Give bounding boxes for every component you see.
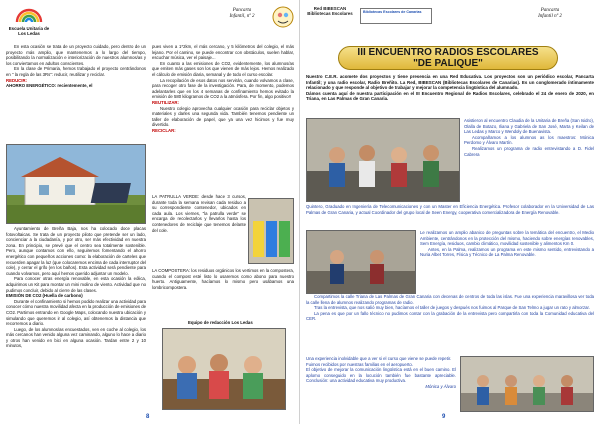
paragraph: Le realizamos un amplio abanico de preguntas sobre la temática del encuentro, el Medio Ambiente, centrándonos en la protección del mismo, haciendo sobre energías renovables, Sem Energía, residuos, cambio climático, movilidad sostenible y alimentos Km 0. bbox=[420, 230, 594, 247]
subheading-ahorro: AHORRO ENERGÉTICO: recientemente, el bbox=[6, 83, 93, 89]
paragraph: El objetivo de mejorar la comunicación lingüística está en el buen camino. El aplomo conseguido en la locución también fue bastante apreciable. Conclusión: una actividad educativa muy productiva. bbox=[306, 367, 456, 384]
paragraph: Para conocer otras energía renovable, en esta ocasión la eólica, adquirimos un Kit para montar un mini molino de viento. Actividad que no pudimos concluir, debido al cierre de las clases. bbox=[6, 276, 146, 293]
title-line-1: Pancarta bbox=[540, 8, 560, 13]
banner-line-2: "DE PALIQUE" bbox=[413, 58, 483, 69]
airport-image bbox=[461, 357, 594, 412]
section-heading-reciclar: RECICLAR: bbox=[152, 127, 176, 133]
title-line-1: Pancarta bbox=[232, 8, 252, 13]
paragraph: Durante el confinamiento si hemos podido realizar una actividad para conocer cómo nuestra movilidad afecta en la producción de emisiones de CO2. Partimos entrando en Google Maps, colocando nuestra ubicación y simulando que queremos ir al colegio, así obtenemos la distancia que recorremos a diario. bbox=[6, 298, 146, 327]
left-column-1-top bbox=[6, 44, 146, 142]
left-column-1-bottom bbox=[6, 226, 146, 414]
right-page bbox=[300, 0, 600, 424]
paragraph: Antes, en la Palma, realizamos un programa en este mismo sentido, entrevistando a Nuria Albet Torres, Física y Técnico de La Palma Renovable. bbox=[420, 246, 594, 258]
banner-line-1: III ENCUENTRO RADIOS ESCOLARES bbox=[357, 47, 539, 58]
paragraph: pues viven a 1*2km, el más cercano, y 5 kilómetros del colegio, el más lejano. Por el camino, se puede encontrar con obstáculos, suelen hablar, escuchar música, ver el paisaje... bbox=[152, 44, 294, 61]
bibescan-logo bbox=[360, 8, 432, 24]
meeting-banner bbox=[338, 46, 558, 70]
page-number-left: 8 bbox=[146, 414, 150, 420]
paragraph: La pena es que por un fallo técnico no pudimos contar con la grabación de la entrevista pero compartirla con toda la Comunidad educativa del CER. bbox=[306, 310, 594, 322]
paragraph: LA PATRULLA VERDE: desde hace 3 cursos, durante toda la semana revisan cada residuo a su correspondiente contenedor, ubicados en cada aula. Los viernes, "la patrulla verde" se encarga de recolectarlos y llevarlos hasta los contenedores de reciclaje que tenemos delante del cole. bbox=[152, 194, 246, 233]
title-line-2: Infantil nº 2 bbox=[538, 14, 562, 19]
paragraph: Luego, de los alumnos/as encuestados, ven en coche al colegio, los más cercanos han venido alguna vez caminando, alguno lo hace a diario y otros han venido en bici en alguna ocasión. Tardan entre 2 y 10 minutos, bbox=[6, 326, 146, 349]
paragraph: La recopilación de esos datos nos servirán, cuando volvamos a clase, para recoger otro fase de la investigación. Para, de momento, podemos adelantarles que en los 4 semanas de confinamiento hemos evitado la emisión de 580 kilogramos de CO2 a la atmósfera. Por fin, algo positivo!! bbox=[152, 77, 294, 100]
page-number-right: 9 bbox=[442, 414, 446, 420]
subheading-emision: EMISIÓN DE CO2 (Huella de carbono) bbox=[6, 293, 83, 299]
paragraph: Compartimos la calle Triana de Las Palmas de Gran Canaria con decenas de centros de toda las islas. Fue una experiencia maravillosa ver toda la calle llena de alumnos realizando programas de radio. bbox=[306, 294, 594, 305]
section-heading-reutilizar: REUTILIZAR: bbox=[152, 99, 179, 105]
bibescan-logo-text: Bibliotecas Escolares de Canarias bbox=[363, 10, 422, 14]
kids-emblem bbox=[272, 6, 294, 28]
paragraph: Fuimos recibidos por nuestras familias en el aeropuerto. bbox=[306, 361, 413, 367]
paragraph: Realizamos un programa de radio entrevistando a D. Fidel Cabrera bbox=[464, 145, 594, 157]
airport-photo bbox=[460, 356, 594, 412]
closing-column bbox=[306, 356, 456, 416]
paragraph: En cuanto a las emisiones de CO2, evidentemente, los alumnos/as que emiten más gases son los que vienen de más lejos. Hemos realizado el cálculo de emisión diaria, semanal y de todo el curso escolar. bbox=[152, 60, 294, 77]
paragraph: Una experiencia inolvidable que a ver si el curso que viene se puede repetir. bbox=[306, 356, 452, 361]
recycling-bins-photo bbox=[248, 198, 294, 264]
left-header bbox=[0, 2, 299, 42]
left-column-2-patrulla bbox=[152, 194, 246, 268]
radio-meeting-photo bbox=[306, 118, 460, 202]
signature: Mónica y Álvaro bbox=[425, 383, 456, 389]
paragraph: Acompañamos a los alumnos as los maestros: Mónica Perdomo y Álvaro Martín. bbox=[464, 134, 594, 146]
radio-meeting-image bbox=[307, 119, 460, 202]
recycling-bins-image bbox=[249, 199, 294, 264]
right-header bbox=[300, 2, 600, 42]
intro-block bbox=[306, 74, 594, 118]
paragraph: LA COMPOSTERA: los residuos orgánicos los vertimos en la compostera, cuando el compost esté listo lo usaremos como abono para nuestro huerto. Antiguamente, hacíamos lo mismo pero usábamos una lombricompostera. bbox=[152, 268, 294, 290]
paragraph: Ayuntamiento de Breña Baja, nos ha colocado doce placas fotovoltaicas. Se trata de un proyecto piloto que pretende ser un lado, concienciar a la ciudadanía, y por otro, ser más efectividad en nuestra zona. En principio, se prevé que el centro sea totalmente sostenible. Pero, aunque contamos con ello, seguiremos fomentando el ahorro energético con pequeños acciones como: la elaboración de carteles que recuerden apagar la luz (que colocaremos encima de cada interruptor del cole), y cerrar el grifo (en los baños). Esta actividad será pendiente para cuando volvamos, pero aquí hemos querido adjuntar un modelo. bbox=[6, 226, 146, 276]
paragraph: En esta ocasión se trata de un proyecto cuidado, pero dentro de un proyecto más amplio, que mantenemos a lo largo del tiempo, posibilitando la normalización e interiorización de nuestros alumnos/as y los conviertamos en adultos conscientes. bbox=[6, 44, 146, 66]
network-name: Red BIBESCAN Bibliotecas Escolares bbox=[307, 6, 353, 16]
paragraph: Nuestro colegio aprovecha cualquier ocasión para reciclar objetos y materiales y darles una segunda vida. También tenemos pendiente un taller de elaboración de papel, que ya una vez hicimos y fue muy divertido. bbox=[152, 105, 294, 128]
interview-photo bbox=[306, 230, 416, 294]
paragraph: Asistieron al encuentro Claudia de la Unitaria de Breña (San Isidro), Olalla de Botazo, Iliana y Gabriela de San José, Marta y Keilan de Las Ledas y Marco y Wendoly de Buenavista. bbox=[464, 118, 594, 135]
paragraph: Tras la entrevista, que nos salió muy bien, hacíamos el taller de juegos y después nos fuimos al Parque de San Telmo a jugar un rato y almorzar. bbox=[314, 305, 590, 311]
school-name: Escuela Unitaria de Los Ledas bbox=[8, 26, 50, 36]
intro-paragraph: Nuestro C.E.R. acomete dos proyectos y tiene presencia en una Red Educativa. Los proyectos son un periódico escolar, Pancarta Infantil; y una radio escolar, Radio Breñito. La Red, BIBESCAN (Bibliotecas Escolares de Canarias). Es un conglomerado íntimamente relacionado y que responde al objetivo de trabajar y mejorar la competencia lingüística del alumnado. bbox=[306, 74, 594, 91]
left-column-2-top bbox=[152, 44, 294, 194]
right-side-column-top bbox=[464, 118, 594, 204]
school-building-image bbox=[7, 145, 146, 224]
publication-title-right bbox=[520, 8, 580, 20]
school-solar-photo bbox=[6, 144, 146, 224]
paragraph: Quintero, Graduado en Ingeniería de Telecomunicaciones y con un Master en Eficiencia Energética. Profesor colaborador en la Universidad de Las Palmas de Gran Canaria, y actual Coordinador del grupo local de Seen Energy, cooperativa comercializadora de Energía Renovable. bbox=[306, 204, 594, 215]
right-side-column-middle bbox=[420, 230, 594, 294]
left-column-2-compostera bbox=[152, 268, 294, 314]
interview-image bbox=[307, 231, 416, 294]
editorial-team-photo bbox=[162, 328, 286, 410]
full-width-block-2 bbox=[306, 294, 594, 356]
editorial-team-caption: Equipo de redacción Los Ledas bbox=[188, 320, 253, 325]
title-line-2: Infantil, nº 2 bbox=[229, 14, 255, 19]
intro-paragraph-2: Dámos cuenta aquí de nuestra participación en el III Encuentro Regional de Radios Escolares, celebrado el 24 de enero de 2020, en Triana, en Las Palmas de Gran Canaria. bbox=[306, 90, 594, 102]
paragraph: En la clase de Primaria, hemos trabajado el proyecto centrándonos en " la regla de las 3Rs": reducir, reutilizar y reciclar. bbox=[6, 66, 146, 77]
students-photo-image bbox=[163, 329, 286, 410]
section-heading-reducir: REDUCIR: bbox=[6, 77, 28, 83]
publication-title bbox=[212, 8, 272, 20]
rainbow-logo bbox=[14, 4, 44, 24]
full-width-block-1 bbox=[306, 204, 594, 230]
